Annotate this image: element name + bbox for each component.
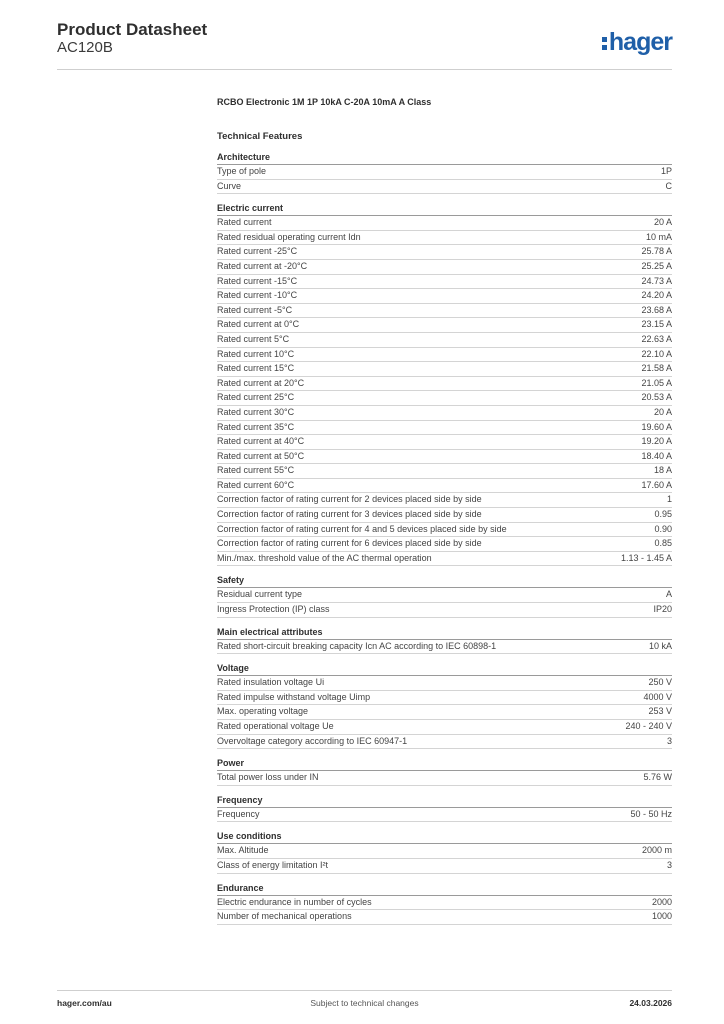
section — [217, 882, 672, 925]
spec-value: C — [665, 180, 672, 191]
spec-label: Correction factor of rating current for 4 and 5 devices placed side by side — [217, 523, 507, 534]
spec-label: Total power loss under IN — [217, 772, 319, 783]
page-header — [57, 20, 672, 70]
section — [217, 626, 672, 655]
spec-row — [217, 362, 672, 377]
spec-row — [217, 537, 672, 552]
spec-row — [217, 720, 672, 735]
technical-features-title: Technical Features — [217, 131, 303, 142]
spec-value: 23.15 A — [641, 319, 672, 330]
spec-label: Curve — [217, 180, 242, 191]
spec-label: Max. operating voltage — [217, 706, 309, 717]
spec-value: 1 — [666, 494, 672, 505]
spec-row — [217, 391, 672, 406]
section-title: Safety — [217, 574, 672, 588]
spec-label: Rated current — [217, 217, 272, 228]
spec-row — [217, 216, 672, 231]
spec-value: 24.20 A — [641, 290, 672, 301]
spec-value: 3 — [666, 735, 672, 746]
footer-notice: Subject to technical changes — [310, 998, 419, 1008]
spec-row — [217, 333, 672, 348]
section-title: Main electrical attributes — [217, 626, 672, 640]
spec-label: Rated current at 50°C — [217, 450, 305, 461]
section-title: Use conditions — [217, 830, 672, 844]
spec-label: Rated short-circuit breaking capacity Icn AC according to IEC 60898-1 — [217, 640, 497, 651]
spec-label: Number of mechanical operations — [217, 911, 352, 922]
product-name: RCBO Electronic 1M 1P 10kA C-20A 10mA A Class — [217, 97, 432, 107]
spec-value: 1.13 - 1.45 A — [620, 552, 672, 563]
spec-row — [217, 705, 672, 720]
spec-row — [217, 406, 672, 421]
spec-label: Residual current type — [217, 589, 303, 600]
spec-row — [217, 435, 672, 450]
spec-label: Rated current 25°C — [217, 392, 295, 403]
spec-row — [217, 479, 672, 494]
spec-value: 3 — [666, 859, 672, 870]
spec-label: Rated current 15°C — [217, 363, 295, 374]
spec-value: 19.60 A — [641, 421, 672, 432]
spec-label: Rated current 30°C — [217, 406, 295, 417]
spec-value: 1000 — [651, 911, 672, 922]
spec-label: Correction factor of rating current for 6 devices placed side by side — [217, 538, 482, 549]
spec-label: Overvoltage category according to IEC 60947-1 — [217, 735, 408, 746]
product-code: AC120B — [57, 39, 113, 56]
spec-label: Rated residual operating current Idn — [217, 231, 361, 242]
spec-row — [217, 808, 672, 823]
section — [217, 830, 672, 873]
spec-row — [217, 464, 672, 479]
spec-value: 0.85 — [654, 538, 672, 549]
spec-label: Class of energy limitation I²t — [217, 859, 329, 870]
spec-value: 23.68 A — [641, 304, 672, 315]
spec-label: Rated current 35°C — [217, 421, 295, 432]
section — [217, 794, 672, 823]
spec-row — [217, 640, 672, 655]
hager-logo — [602, 28, 672, 57]
spec-row — [217, 844, 672, 859]
document-title: Product Datasheet — [57, 20, 208, 39]
spec-row — [217, 231, 672, 246]
spec-label: Rated current at 40°C — [217, 436, 305, 447]
spec-value: 1P — [660, 166, 672, 176]
spec-label: Rated impulse withstand voltage Uimp — [217, 691, 371, 702]
spec-value: 240 - 240 V — [625, 721, 672, 731]
section-title: Endurance — [217, 882, 672, 896]
spec-row — [217, 348, 672, 363]
spec-label: Correction factor of rating current for 2 devices placed side by side — [217, 494, 482, 505]
spec-label: Rated current at 20°C — [217, 377, 305, 388]
spec-row — [217, 603, 672, 618]
section-title: Voltage — [217, 662, 672, 676]
spec-value: 2000 — [651, 896, 672, 907]
spec-value: 50 - 50 Hz — [630, 808, 672, 819]
spec-value: 22.10 A — [641, 348, 672, 359]
section — [217, 757, 672, 786]
logo-text: hager — [608, 28, 672, 56]
spec-value: 5.76 W — [643, 772, 672, 783]
spec-value: 250 V — [648, 677, 672, 688]
section-title: Power — [217, 757, 672, 771]
spec-row — [217, 691, 672, 706]
spec-value: 20.53 A — [641, 392, 672, 403]
spec-row — [217, 450, 672, 465]
spec-value: 17.60 A — [641, 479, 672, 490]
spec-value: 21.05 A — [641, 377, 672, 388]
spec-row — [217, 588, 672, 603]
spec-value: 24.73 A — [641, 275, 672, 286]
spec-row — [217, 676, 672, 691]
spec-label: Rated current 55°C — [217, 465, 295, 476]
spec-label: Rated current 10°C — [217, 348, 295, 359]
section — [217, 662, 672, 749]
spec-value: 10 mA — [645, 231, 672, 242]
spec-row — [217, 318, 672, 333]
section-title: Electric current — [217, 202, 672, 216]
spec-row — [217, 523, 672, 538]
spec-label: Ingress Protection (IP) class — [217, 604, 330, 615]
spec-row — [217, 377, 672, 392]
footer-date: 24.03.2026 — [629, 998, 672, 1008]
spec-row — [217, 896, 672, 911]
section — [217, 151, 672, 194]
spec-row — [217, 180, 672, 195]
spec-label: Rated current -25°C — [217, 246, 298, 257]
spec-value: 10 kA — [648, 640, 672, 651]
spec-value: 18 A — [653, 465, 672, 476]
spec-value: 2000 m — [641, 845, 672, 856]
spec-row — [217, 421, 672, 436]
datasheet-content — [217, 96, 672, 933]
spec-label: Type of pole — [217, 166, 267, 176]
spec-row — [217, 304, 672, 319]
spec-row — [217, 910, 672, 925]
feature-sections — [217, 151, 672, 925]
spec-label: Frequency — [217, 808, 260, 819]
spec-value: 19.20 A — [641, 436, 672, 447]
footer-website: hager.com/au — [57, 998, 112, 1008]
spec-label: Rated current at 0°C — [217, 319, 300, 330]
spec-value: 0.90 — [654, 523, 672, 534]
spec-label: Max. Altitude — [217, 845, 269, 856]
spec-label: Rated current -5°C — [217, 304, 293, 315]
spec-value: 20 A — [653, 406, 672, 417]
section-title: Architecture — [217, 151, 672, 165]
spec-label: Rated current -15°C — [217, 275, 298, 286]
spec-row — [217, 165, 672, 180]
spec-value: 0.95 — [654, 509, 672, 520]
spec-value: 21.58 A — [641, 363, 672, 374]
spec-row — [217, 508, 672, 523]
spec-row — [217, 245, 672, 260]
spec-value: 253 V — [648, 706, 672, 717]
spec-row — [217, 275, 672, 290]
spec-value: A — [665, 589, 672, 600]
section-title: Frequency — [217, 794, 672, 808]
spec-row — [217, 771, 672, 786]
spec-label: Rated operational voltage Ue — [217, 721, 334, 731]
spec-label: Rated insulation voltage Ui — [217, 677, 325, 688]
spec-label: Rated current at -20°C — [217, 260, 308, 271]
spec-value: 4000 V — [643, 691, 672, 702]
spec-label: Min./max. threshold value of the AC thermal operation — [217, 552, 432, 563]
spec-row — [217, 735, 672, 750]
spec-row — [217, 260, 672, 275]
spec-row — [217, 493, 672, 508]
spec-row — [217, 289, 672, 304]
spec-value: 25.78 A — [641, 246, 672, 257]
header-divider — [57, 69, 672, 70]
spec-label: Rated current -10°C — [217, 290, 298, 301]
section — [217, 574, 672, 617]
spec-value: 25.25 A — [641, 260, 672, 271]
spec-row — [217, 552, 672, 567]
spec-value: IP20 — [653, 604, 672, 615]
spec-value: 18.40 A — [641, 450, 672, 461]
spec-row — [217, 859, 672, 874]
spec-value: 20 A — [653, 217, 672, 228]
spec-value: 22.63 A — [641, 333, 672, 344]
page-footer — [57, 998, 672, 1010]
section — [217, 202, 672, 566]
spec-label: Electric endurance in number of cycles — [217, 896, 372, 907]
spec-label: Rated current 60°C — [217, 479, 295, 490]
footer-divider — [57, 990, 672, 991]
logo-dots-icon — [602, 34, 607, 51]
spec-label: Correction factor of rating current for 3 devices placed side by side — [217, 509, 482, 520]
spec-label: Rated current 5°C — [217, 333, 290, 344]
